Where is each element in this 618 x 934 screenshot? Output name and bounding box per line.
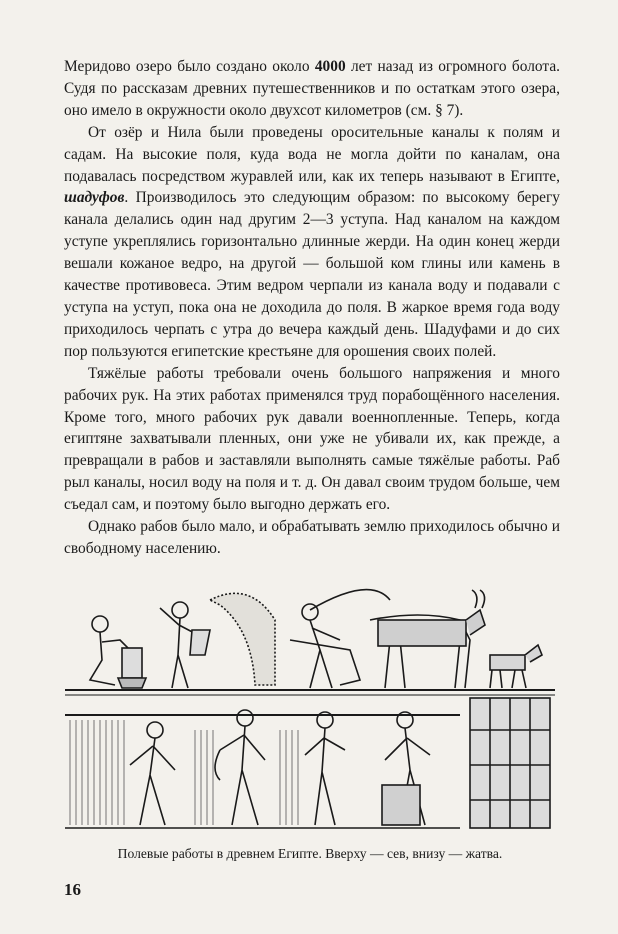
emphasis-text: шадуфов [64, 189, 125, 207]
text-run: Тяжёлые работы требовали очень большого напряжения и много рабочих рук. На этих работах применялся труд порабощённого населения. Кроме того, много рабочих рук давали военнопленные. Теперь, когда египтяне захватывали пленных, они уже не убивали их, как прежде, а превращали в рабов и заставляли выполнять самые тяжёлые работы. Раб рыл каналы, носил воду на поля и т. д. Он давал своим трудом больше, чем съедал сам, и поэтому было выгодно держать его. [64, 364, 560, 514]
reaper-figure-1 [130, 722, 175, 825]
sowing-scene [65, 590, 555, 695]
paragraph-4 [64, 516, 560, 560]
page-number: 16 [64, 880, 81, 899]
text-run: От озёр и Нила были проведены оросительные каналы к полям и садам. На высокие поля, куда вода не могла дойти по каналам, она подавалась посредством журавлей или, как их теперь называют в Египте, [64, 123, 560, 185]
text-run: . Производилось это следующим образом: по высокому берегу канала делались один над другим 2—3 уступа. Над каналом на каждом уступе укреплялись горизонтально длинные жерди. На один конец жерди вешали кожаное ведро, на другой — большой ком глины или камень в качестве противовеса. Этим ведром черпали из канала воду и подавали с уступа на уступ, пока она не доходила до поля. В жаркое время года воду приходилось черпать с утра до вечера каждый день. Шадуфами и до сих пор пользуются египетские крестьяне для орошения своих полей. [64, 189, 560, 360]
body-text [64, 56, 560, 560]
standing-sower-figure [160, 602, 210, 688]
emphasis-text: 4000 [314, 58, 346, 75]
reaper-figure-2 [215, 710, 265, 825]
grain-stack [470, 698, 550, 828]
kneeling-sower-figure [90, 616, 146, 688]
harvest-scene [65, 698, 550, 828]
oxen-pair [370, 590, 485, 688]
text-run: Однако рабов было мало, и обрабатывать землю приходилось обычно и свободному населению. [64, 518, 560, 557]
text-run: Меридово озеро было создано около [64, 58, 315, 75]
text-run: лет назад из огромного болота. Судя по рассказам древних путешественников и по остаткам этого озера, оно имело в окружности около двухсот километров (см. § 7). [64, 58, 560, 119]
paragraph-3 [64, 363, 560, 516]
paragraph-2 [64, 122, 560, 363]
ploughman-figure [290, 590, 390, 688]
reaper-figure-3 [305, 712, 345, 825]
calf-figure [490, 645, 542, 688]
egyptian-fieldwork-illustration [60, 580, 560, 840]
seed-spray [210, 593, 275, 685]
paragraph-1 [64, 56, 560, 122]
figure-caption: Полевые работы в древнем Египте. Вверху — сев, внизу — жатва. [117, 846, 503, 861]
grain-field [70, 720, 298, 825]
sheaf-bundle [382, 785, 420, 825]
